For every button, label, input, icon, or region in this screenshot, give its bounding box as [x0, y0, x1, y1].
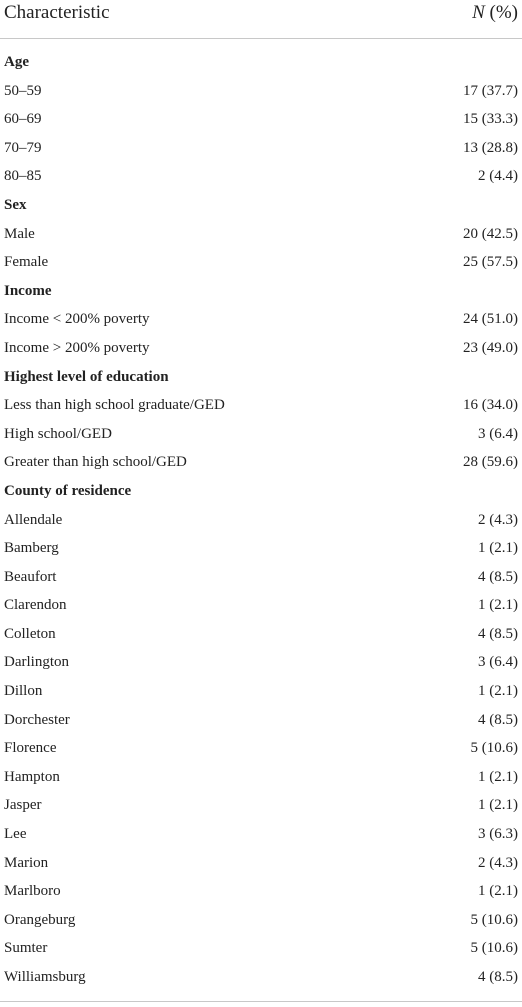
table-row: [0, 734, 522, 763]
row-value: 20 (42.5): [463, 225, 518, 242]
row-value: 3 (6.4): [478, 654, 518, 671]
row-value: 1 (2.1): [478, 540, 518, 557]
table-row: [0, 849, 522, 878]
table-row: [0, 105, 522, 134]
section-header-row: [0, 477, 522, 506]
row-label: Darlington: [4, 654, 69, 671]
row-label: Bamberg: [4, 540, 59, 557]
row-label: Greater than high school/GED: [4, 454, 187, 471]
row-value: 24 (51.0): [463, 311, 518, 328]
table-row: [0, 563, 522, 592]
section-label: Sex: [4, 196, 27, 213]
table-row: [0, 77, 522, 106]
table-row: [0, 220, 522, 249]
row-value: 1 (2.1): [478, 597, 518, 614]
row-value: 1 (2.1): [478, 683, 518, 700]
section-label: Highest level of education: [4, 368, 169, 385]
table-row: [0, 448, 522, 477]
table-row: [0, 906, 522, 935]
row-value: 3 (6.3): [478, 826, 518, 843]
header-n-suffix: (%): [484, 2, 518, 23]
table-row: [0, 963, 522, 992]
table-row: [0, 305, 522, 334]
row-value: 13 (28.8): [463, 139, 518, 156]
row-label: Beaufort: [4, 568, 57, 585]
row-label: Less than high school graduate/GED: [4, 397, 225, 414]
row-label: Allendale: [4, 511, 63, 528]
row-value: 2 (4.3): [478, 854, 518, 871]
row-value: 5 (10.6): [470, 940, 518, 957]
row-label: Income > 200% poverty: [4, 339, 150, 356]
row-value: 1 (2.1): [478, 768, 518, 785]
row-value: 1 (2.1): [478, 797, 518, 814]
section-header-row: [0, 48, 522, 77]
table-row: [0, 162, 522, 191]
row-value: 3 (6.4): [478, 425, 518, 442]
row-label: Male: [4, 225, 35, 242]
row-value: 1 (2.1): [478, 883, 518, 900]
table-row: [0, 506, 522, 535]
table-row: [0, 877, 522, 906]
row-label: Florence: [4, 740, 57, 757]
row-label: Marion: [4, 854, 49, 871]
row-label: Dillon: [4, 683, 43, 700]
table-row: [0, 620, 522, 649]
table-row: [0, 648, 522, 677]
table-row: [0, 248, 522, 277]
row-value: 23 (49.0): [463, 339, 518, 356]
row-value: 17 (37.7): [463, 82, 518, 99]
row-value: 4 (8.5): [478, 711, 518, 728]
header-characteristic: Characteristic: [4, 2, 110, 23]
section-label: County of residence: [4, 482, 132, 499]
row-label: Clarendon: [4, 597, 67, 614]
row-value: 2 (4.3): [478, 511, 518, 528]
table-row: [0, 334, 522, 363]
row-label: Colleton: [4, 625, 56, 642]
table-row: [0, 791, 522, 820]
table-row: [0, 706, 522, 735]
row-label: 80–85: [4, 168, 42, 185]
row-label: High school/GED: [4, 425, 112, 442]
row-label: 70–79: [4, 139, 42, 156]
row-label: 50–59: [4, 82, 42, 99]
table-header: [0, 0, 522, 39]
row-value: 5 (10.6): [470, 740, 518, 757]
table-body: [0, 48, 522, 992]
bottom-rule: [0, 1001, 522, 1002]
row-label: Jasper: [4, 797, 42, 814]
table-row: [0, 677, 522, 706]
table-row: [0, 534, 522, 563]
table-row: [0, 763, 522, 792]
row-label: Sumter: [4, 940, 48, 957]
row-label: Williamsburg: [4, 969, 86, 985]
row-label: Lee: [4, 826, 27, 843]
row-label: Female: [4, 254, 49, 271]
row-value: 16 (34.0): [463, 397, 518, 414]
section-header-row: [0, 363, 522, 392]
table-row: [0, 591, 522, 620]
section-label: Age: [4, 54, 29, 70]
table-row: [0, 820, 522, 849]
row-label: 60–69: [4, 111, 42, 128]
table-row: [0, 391, 522, 420]
header-n-percent: [472, 1, 518, 25]
row-value: 28 (59.6): [463, 454, 518, 471]
row-label: Dorchester: [4, 711, 70, 728]
table-row: [0, 420, 522, 449]
row-value: 5 (10.6): [470, 911, 518, 928]
section-label: Income: [4, 282, 52, 299]
row-value: 2 (4.4): [478, 168, 518, 185]
row-label: Orangeburg: [4, 911, 76, 928]
row-value: 4 (8.5): [478, 969, 518, 985]
row-label: Hampton: [4, 768, 60, 785]
row-value: 25 (57.5): [463, 254, 518, 271]
table-row: [0, 934, 522, 963]
row-value: 4 (8.5): [478, 568, 518, 585]
row-label: Income < 200% poverty: [4, 311, 150, 328]
section-header-row: [0, 277, 522, 306]
header-n-symbol: N: [472, 2, 485, 23]
row-value: 4 (8.5): [478, 625, 518, 642]
section-header-row: [0, 191, 522, 220]
row-value: 15 (33.3): [463, 111, 518, 128]
table-row: [0, 134, 522, 163]
row-label: Marlboro: [4, 883, 61, 900]
